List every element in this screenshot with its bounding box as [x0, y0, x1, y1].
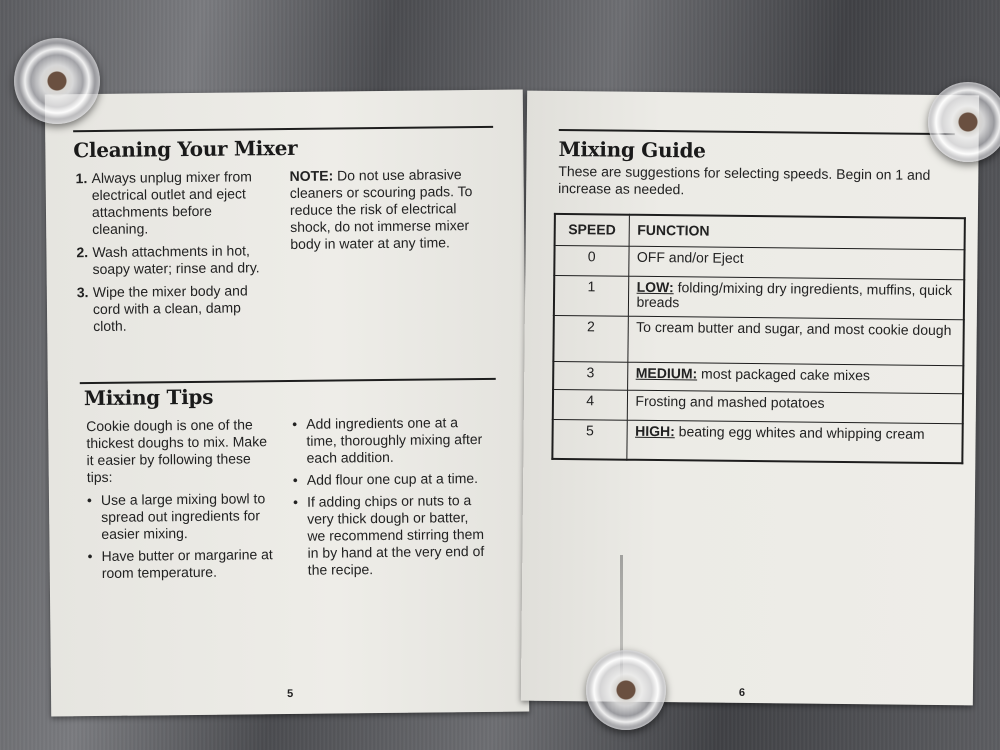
cleaning-title-rule	[73, 126, 493, 132]
function-text: Frosting and mashed potatoes	[635, 392, 825, 411]
step-number: 2.	[76, 244, 89, 261]
page-number: 6	[738, 686, 746, 699]
tips-intro: Cookie dough is one of the thickest doughs to mix. Make it easier by following these tips:	[86, 416, 268, 486]
guide-title: Mixing Guide	[558, 136, 706, 163]
speed-cell: 0	[554, 245, 628, 276]
step-text: Always unplug mixer from electrical outlet and eject attachments before cleaning.	[91, 168, 252, 238]
bullet-icon: •	[292, 493, 299, 510]
cleaning-note	[290, 166, 501, 253]
note-label: NOTE:	[289, 167, 334, 184]
bullet-icon: •	[292, 471, 298, 488]
note-text: Do not use abrasive cleaners or scouring pads. To reduce the risk of electrical shock, do not immerse mixer body in water at any time.	[289, 166, 473, 252]
cleaning-step	[76, 168, 267, 238]
function-text: beating egg whites and whipping cream	[674, 422, 925, 442]
speed-cell: 5	[552, 419, 626, 460]
guide-title-rule	[559, 129, 955, 135]
speed-level-label: HIGH:	[635, 422, 675, 439]
step-number: 1.	[75, 170, 88, 187]
speed-cell: 3	[553, 361, 627, 390]
tip-item	[292, 414, 489, 467]
cleaning-steps	[76, 168, 268, 341]
speed-column-header: SPEED	[555, 214, 629, 246]
cleaning-title: Cleaning Your Mixer	[73, 135, 298, 163]
tips-right-column	[292, 414, 490, 584]
tip-item	[87, 490, 278, 543]
tip-text: If adding chips or nuts to a very thick dough or batter, we recommend stirring them in by hand at the very end of the recipe.	[306, 492, 485, 578]
function-cell	[626, 420, 962, 464]
glass-magnet-icon	[14, 38, 100, 124]
tip-text: Have butter or margarine at room temperature.	[101, 546, 273, 581]
speed-level-label: LOW:	[636, 278, 674, 295]
speed-guide-table	[551, 213, 966, 464]
function-cell	[628, 246, 964, 280]
table-row	[554, 245, 964, 279]
step-text: Wash attachments in hot, soapy water; rinse and dry.	[92, 242, 260, 278]
tips-left-bullets	[87, 490, 278, 582]
cleaning-step	[76, 242, 266, 278]
guide-intro: These are suggestions for selecting speeds. Begin on 1 and increase as needed.	[558, 162, 931, 198]
table-row	[553, 389, 963, 423]
tip-item	[293, 492, 490, 579]
function-cell	[627, 316, 963, 366]
table-row	[553, 361, 963, 393]
speed-cell: 1	[554, 275, 628, 316]
step-text: Wipe the mixer body and cord with a clean, damp cloth.	[92, 282, 248, 335]
table-row	[552, 419, 962, 463]
table-header-row	[555, 214, 965, 249]
table-row	[554, 275, 964, 319]
function-text: OFF and/or Eject	[636, 248, 744, 266]
speed-cell: 4	[553, 389, 627, 420]
function-cell	[627, 390, 963, 424]
glass-magnet-icon	[586, 650, 666, 730]
tips-right-bullets	[292, 414, 490, 579]
tip-text: Add flour one cup at a time.	[306, 470, 479, 488]
bullet-icon: •	[86, 492, 92, 509]
tip-item	[88, 546, 278, 582]
tip-item	[293, 470, 489, 489]
step-number: 3.	[76, 284, 89, 301]
function-text: To cream butter and sugar, and most cookie dough	[636, 318, 952, 338]
speed-level-label: MEDIUM:	[635, 364, 698, 381]
table-row	[553, 315, 963, 365]
tips-left-column	[86, 416, 278, 587]
bullet-icon: •	[87, 548, 93, 565]
glass-magnet-icon	[928, 82, 1000, 162]
page-number: 5	[286, 687, 294, 701]
cleaning-step	[77, 282, 268, 335]
tips-title-rule	[80, 378, 496, 384]
function-cell	[627, 362, 963, 394]
function-text: folding/mixing dry ingredients, muffins, quick breads	[636, 278, 953, 310]
tip-text: Use a large mixing bowl to spread out ingredients for easier mixing.	[100, 490, 266, 542]
booklet-page-right	[521, 91, 979, 706]
tip-text: Add ingredients one at a time, thoroughly mixing after each addition.	[306, 414, 483, 466]
booklet-page-left	[45, 90, 529, 717]
speed-cell: 2	[553, 315, 627, 362]
function-column-header: FUNCTION	[629, 215, 965, 250]
function-cell	[628, 276, 964, 320]
tips-title: Mixing Tips	[83, 384, 214, 411]
bullet-icon: •	[292, 415, 298, 432]
function-text: most packaged cake mixes	[697, 364, 871, 383]
